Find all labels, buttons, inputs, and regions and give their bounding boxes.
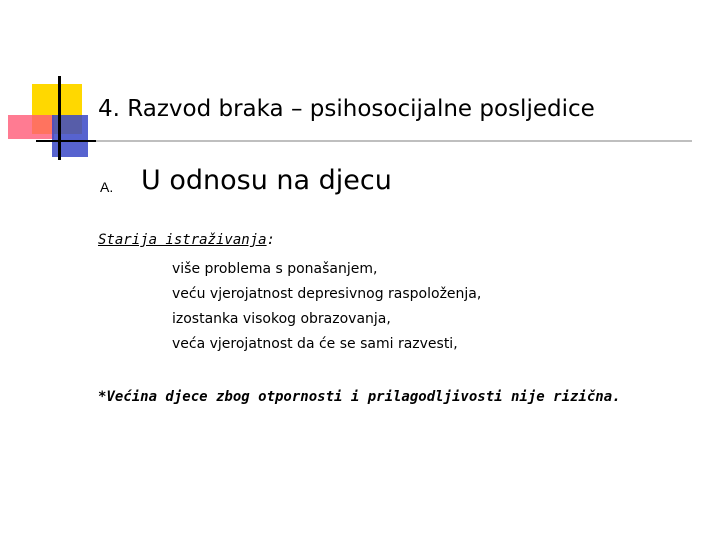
finding-item: izostanka visokog obrazovanja,: [172, 311, 391, 327]
research-label-suffix: :: [266, 232, 276, 248]
slide-title: 4. Razvod braka – psihosocijalne posljedice: [98, 96, 595, 122]
finding-item: veća vjerojatnost da će se sami razvesti,: [172, 336, 458, 352]
findings-list: [172, 259, 481, 359]
finding-item: više problema s ponašanjem,: [172, 261, 378, 277]
decor-vertical-line: [58, 76, 61, 160]
section-marker: A.: [100, 179, 114, 195]
research-label-text: Starija istraživanja: [98, 232, 267, 248]
research-label: [98, 232, 275, 248]
conclusion-note: *Većina djece zbog otpornosti i prilagodljivosti nije rizična.: [98, 389, 621, 405]
decor-pink-rectangle: [8, 115, 54, 139]
finding-item: veću vjerojatnost depresivnog raspoloženja,: [172, 286, 482, 302]
title-divider-accent: [36, 140, 96, 142]
title-divider: [36, 140, 692, 142]
section-heading: U odnosu na djecu: [141, 165, 392, 196]
